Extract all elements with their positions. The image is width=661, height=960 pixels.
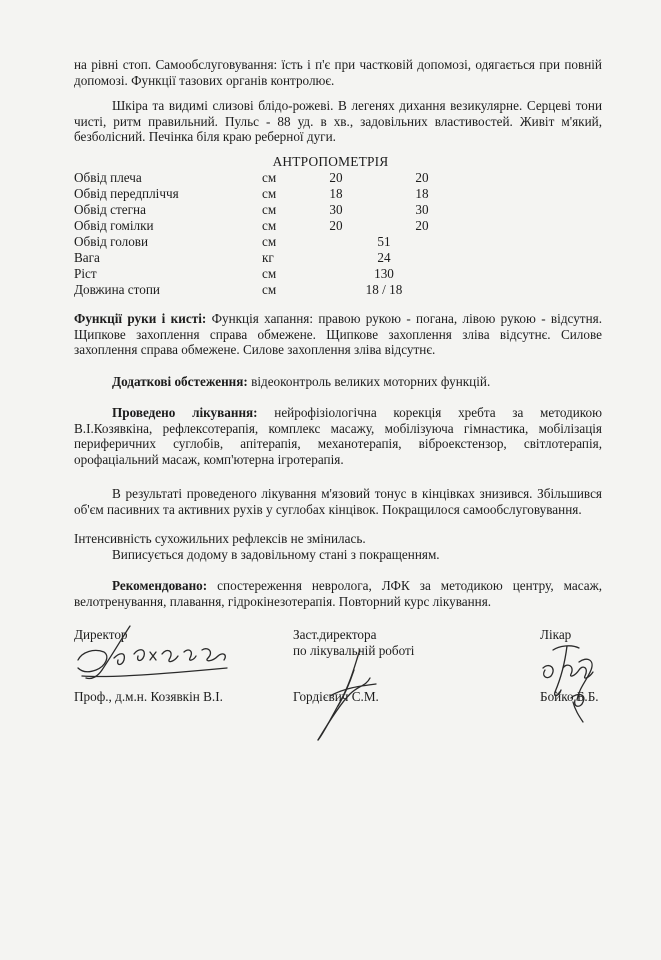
row-value-right: 30 bbox=[329, 202, 343, 217]
row-value-right: 18 bbox=[329, 186, 343, 201]
paragraph-discharge: Виписується додому в задовільному стані з покращенням. bbox=[112, 547, 440, 562]
row-name: Обвід гомілки bbox=[74, 218, 154, 233]
row-value: 18 / 18 bbox=[365, 282, 403, 297]
row-value-left: 20 bbox=[415, 170, 429, 185]
table-row bbox=[74, 234, 614, 250]
paragraph-recommendations bbox=[74, 578, 602, 609]
director-name: Проф., д.м.н. Козявкін В.І. bbox=[74, 689, 223, 704]
hand-function-text: Функція хапання: правою рукою - погана, лівою рукою - відсутня. Щипкове захоплення справа обмежене. Щипкове захоплення зліва відсутнє. Силове захоплення справа обмежене. Силове захоплення зліва відсутнє. bbox=[74, 311, 602, 358]
row-unit: см bbox=[262, 202, 277, 217]
doctor-signature bbox=[535, 638, 615, 728]
row-unit: см bbox=[262, 234, 277, 249]
row-value: 51 bbox=[377, 234, 391, 249]
table-row bbox=[74, 170, 614, 186]
doctor-title: Лікар bbox=[540, 627, 572, 642]
row-name: Обвід передпліччя bbox=[74, 186, 179, 201]
treatment-label: Проведено лікування: bbox=[112, 405, 258, 420]
row-value-left: 18 bbox=[415, 186, 429, 201]
table-row bbox=[74, 282, 614, 298]
anthropometry-title: АНТРОПОМЕТРІЯ bbox=[272, 154, 389, 169]
row-value: 24 bbox=[377, 250, 391, 265]
recommendations-text: спостереження невролога, ЛФК за методикою центру, масаж, велотренування, плавання, гідрокінезотерапія. Повторний курс лікування. bbox=[74, 578, 602, 609]
deputy-signature bbox=[300, 640, 410, 750]
paragraph-physical-exam: Шкіра та видимі слизові блідо-рожеві. В легенях дихання везикулярне. Серцеві тони чисті, ритм правильний. Пульс - 88 уд. в хв., задовільних властивостей. Живіт м'який, безболісний. Печінка біля краю реберної дуги. bbox=[74, 98, 602, 145]
director-signature bbox=[52, 618, 252, 688]
paragraph-hand-function bbox=[74, 311, 602, 358]
row-name: Обвід плеча bbox=[74, 170, 142, 185]
paragraph-reflexes: Інтенсивність сухожильних рефлексів не змінилась. bbox=[74, 531, 366, 546]
treatment-text: нейрофізіологічна корекція хребта за методикою В.І.Козявкіна, рефлексотерапія, комплекс масажу, мобілізуюча гімнастика, мобілізація периферичних суглобів, апітерапія, механотерапія, віброекстензор, світлотерапія, орофаціальний масаж, комп'ютерна ігротерапія. bbox=[74, 405, 602, 467]
row-unit: см bbox=[262, 218, 277, 233]
table-row bbox=[74, 202, 614, 218]
row-unit: см bbox=[262, 266, 277, 281]
recommendations-label: Рекомендовано: bbox=[112, 578, 208, 593]
row-value-left: 20 bbox=[415, 218, 429, 233]
paragraph-additional-exams bbox=[74, 374, 602, 390]
paragraph-results: В результаті проведеного лікування м'язовий тонус в кінцівках знизився. Збільшився об'єм пасивних та активних рухів у суглобах кінцівок. Покращилося самообслуговування. bbox=[74, 486, 602, 517]
row-unit: кг bbox=[262, 250, 274, 265]
additional-exams-text: відеоконтроль великих моторних функцій. bbox=[247, 374, 491, 389]
row-unit: см bbox=[262, 186, 277, 201]
table-row bbox=[74, 186, 614, 202]
row-value-left: 30 bbox=[415, 202, 429, 217]
row-name: Ріст bbox=[74, 266, 97, 281]
row-unit: см bbox=[262, 170, 277, 185]
deputy-title-line2: по лікувальній роботі bbox=[293, 643, 415, 658]
row-value-right: 20 bbox=[329, 170, 343, 185]
paragraph-treatment bbox=[74, 405, 602, 467]
table-row bbox=[74, 218, 614, 234]
table-row bbox=[74, 250, 614, 266]
table-row bbox=[74, 266, 614, 282]
director-title: Директор bbox=[74, 627, 128, 642]
row-value: 130 bbox=[374, 266, 394, 281]
additional-exams-label: Додаткові обстеження: bbox=[112, 374, 248, 389]
row-name: Обвід стегна bbox=[74, 202, 146, 217]
row-name: Довжина стопи bbox=[74, 282, 160, 297]
row-name: Вага bbox=[74, 250, 100, 265]
row-value-right: 20 bbox=[329, 218, 343, 233]
row-unit: см bbox=[262, 282, 277, 297]
row-name: Обвід голови bbox=[74, 234, 149, 249]
hand-function-label: Функції руки і кисті: bbox=[74, 311, 207, 326]
paragraph-self-care: на рівні стоп. Самообслуговування: їсть і п'є при частковій допомозі, одягається при повній допомозі. Функції тазових органів контролює. bbox=[74, 57, 602, 88]
doctor-name: Бойко Б.Б. bbox=[540, 689, 599, 704]
deputy-title-line1: Заст.директора bbox=[293, 627, 377, 642]
deputy-name: Гордієвич С.М. bbox=[293, 689, 379, 704]
